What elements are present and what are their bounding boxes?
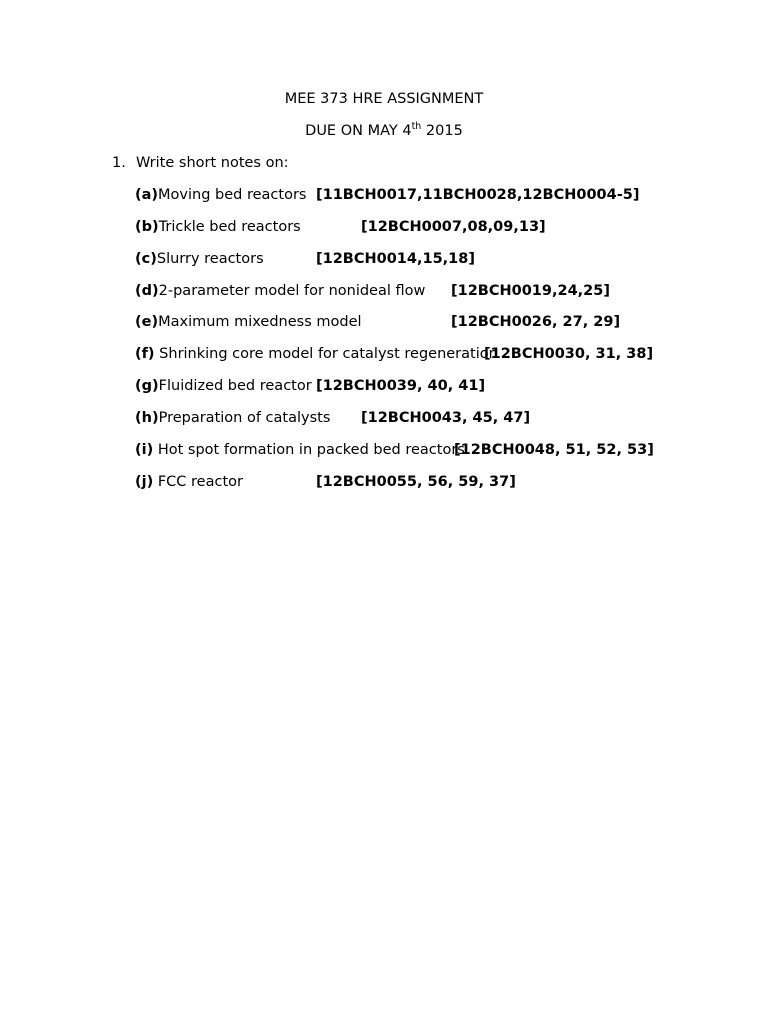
item-letter: (j) <box>135 474 154 490</box>
list-item-i <box>135 442 654 462</box>
item-student-codes: [12BCH0043, 45, 47] <box>361 410 531 426</box>
item-student-codes: [12BCH0014,15,18] <box>316 251 475 267</box>
list-item-h <box>135 410 531 430</box>
list-item-b <box>135 219 546 239</box>
item-topic: Shrinking core model for catalyst regeneration <box>159 346 498 362</box>
question-1 <box>112 155 289 171</box>
item-letter: (a) <box>135 187 159 203</box>
list-item-e <box>135 314 621 334</box>
item-letter: (i) <box>135 442 154 458</box>
assignment-title: MEE 373 HRE ASSIGNMENT <box>284 91 484 107</box>
item-student-codes: [12BCH0039, 40, 41] <box>316 378 486 394</box>
list-item-f <box>135 346 654 366</box>
item-letter: (c) <box>135 251 157 267</box>
item-letter: (b) <box>135 219 159 235</box>
item-letter: (g) <box>135 378 159 394</box>
item-topic: 2-parameter model for nonideal flow <box>158 283 426 299</box>
item-topic: Slurry reactors <box>156 251 264 267</box>
item-letter: (h) <box>135 410 159 426</box>
list-item-j <box>135 474 516 494</box>
due-date-superscript: th <box>411 121 422 133</box>
due-date-text: DUE ON MAY 4 <box>305 123 412 139</box>
list-item-c <box>135 251 475 271</box>
item-student-codes: [12BCH0055, 56, 59, 37] <box>316 474 516 490</box>
item-letter: (d) <box>135 283 159 299</box>
item-student-codes: [12BCH0019,24,25] <box>451 283 610 299</box>
item-student-codes: [12BCH0030, 31, 38] <box>484 346 654 362</box>
list-item-g <box>135 378 486 398</box>
item-topic: Maximum mixedness model <box>158 314 362 330</box>
due-date-year: 2015 <box>421 123 463 139</box>
item-topic: Moving bed reactors <box>158 187 307 203</box>
item-letter: (f) <box>135 346 155 362</box>
item-student-codes: [12BCH0048, 51, 52, 53] <box>454 442 654 458</box>
item-topic: Fluidized bed reactor <box>158 378 312 394</box>
item-topic: FCC reactor <box>157 474 243 490</box>
question-text: Write short notes on: <box>136 155 289 171</box>
due-date <box>0 123 768 139</box>
item-topic: Trickle bed reactors <box>158 219 301 235</box>
item-topic: Hot spot formation in packed bed reactors <box>157 442 465 458</box>
question-number: 1. <box>112 155 126 171</box>
item-student-codes: [12BCH0007,08,09,13] <box>361 219 546 235</box>
item-letter: (e) <box>135 314 159 330</box>
list-item-a <box>135 187 640 207</box>
item-student-codes: [11BCH0017,11BCH0028,12BCH0004-5] <box>316 187 640 203</box>
list-item-d <box>135 283 610 303</box>
item-student-codes: [12BCH0026, 27, 29] <box>451 314 621 330</box>
item-topic: Preparation of catalysts <box>158 410 331 426</box>
